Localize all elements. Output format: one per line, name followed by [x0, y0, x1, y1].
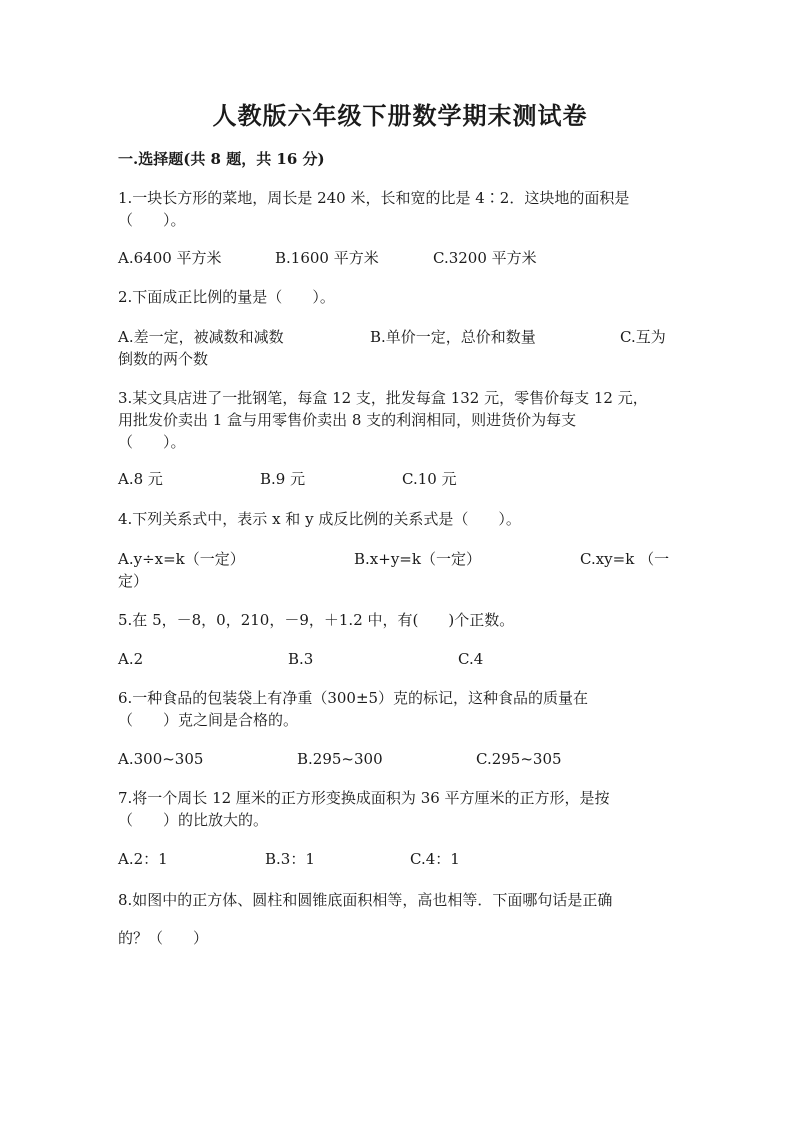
- question-8-text: 的？（ ）: [118, 929, 209, 947]
- question-3-text: 3.某文具店进了一批钢笔，每盒 12 支，批发每盒 132 元，零售价每支 12 元，: [118, 389, 648, 407]
- question-7-option-b: B.3：1: [265, 850, 315, 868]
- question-6-text: 6.一种食品的包装袋上有净重（300±5）克的标记，这种食品的质量在: [118, 689, 589, 707]
- question-2-option-b: B.单价一定，总价和数量: [370, 328, 536, 346]
- question-4-option-c: C.xy=k （一: [580, 550, 670, 568]
- question-4-text: 4.下列关系式中，表示 x 和 y 成反比例的关系式是（ ）。: [118, 510, 521, 528]
- question-5-option-a: A.2: [118, 650, 144, 668]
- question-6-option-c: C.295~305: [476, 750, 562, 768]
- question-5-text: 5.在 5，－8，0，210，－9，＋1.2 中，有( )个正数。: [118, 611, 515, 629]
- question-1-text: 1.一块长方形的菜地，周长是 240 米，长和宽的比是 4∶2．这块地的面积是: [118, 189, 630, 207]
- question-7-option-a: A.2：1: [118, 850, 168, 868]
- question-6-option-a: A.300~305: [118, 750, 204, 768]
- question-1-option-a: A.6400 平方米: [118, 249, 222, 267]
- question-5-option-b: B.3: [288, 650, 314, 668]
- question-3-text: 用批发价卖出 1 盒与用零售价卖出 8 支的利润相同，则进货价为每支: [118, 411, 577, 429]
- question-3-text: （ ）。: [118, 433, 186, 451]
- question-2-option-c-cont: 倒数的两个数: [118, 350, 209, 368]
- question-4-option-a: A.y÷x=k（一定）: [118, 550, 245, 568]
- question-1-option-b: B.1600 平方米: [275, 249, 379, 267]
- question-5-option-c: C.4: [458, 650, 484, 668]
- question-2-option-c: C.互为: [620, 328, 666, 346]
- question-7-option-c: C.4：1: [410, 850, 460, 868]
- question-3-option-b: B.9 元: [260, 470, 306, 488]
- question-1-option-c: C.3200 平方米: [433, 249, 537, 267]
- question-2-text: 2.下面成正比例的量是（ ）。: [118, 288, 335, 306]
- question-4-option-b: B.x+y=k（一定）: [354, 550, 481, 568]
- question-3-option-a: A.8 元: [118, 470, 163, 488]
- question-1-text: （ ）。: [118, 211, 186, 229]
- question-3-option-c: C.10 元: [402, 470, 457, 488]
- page-title: 人教版六年级下册数学期末测试卷: [212, 101, 588, 130]
- question-7-text: 7.将一个周长 12 厘米的正方形变换成面积为 36 平方厘米的正方形，是按: [118, 789, 610, 807]
- section-heading: 一.选择题(共 8 题，共 16 分): [118, 150, 325, 168]
- question-8-text: 8.如图中的正方体、圆柱和圆锥底面积相等，高也相等．下面哪句话是正确: [118, 891, 613, 909]
- question-6-option-b: B.295~300: [297, 750, 383, 768]
- question-7-text: （ ）的比放大的。: [118, 811, 269, 829]
- question-2-option-a: A.差一定，被减数和减数: [118, 328, 284, 346]
- question-4-option-c-cont: 定）: [118, 572, 149, 590]
- question-6-text: （ ）克之间是合格的。: [118, 711, 299, 729]
